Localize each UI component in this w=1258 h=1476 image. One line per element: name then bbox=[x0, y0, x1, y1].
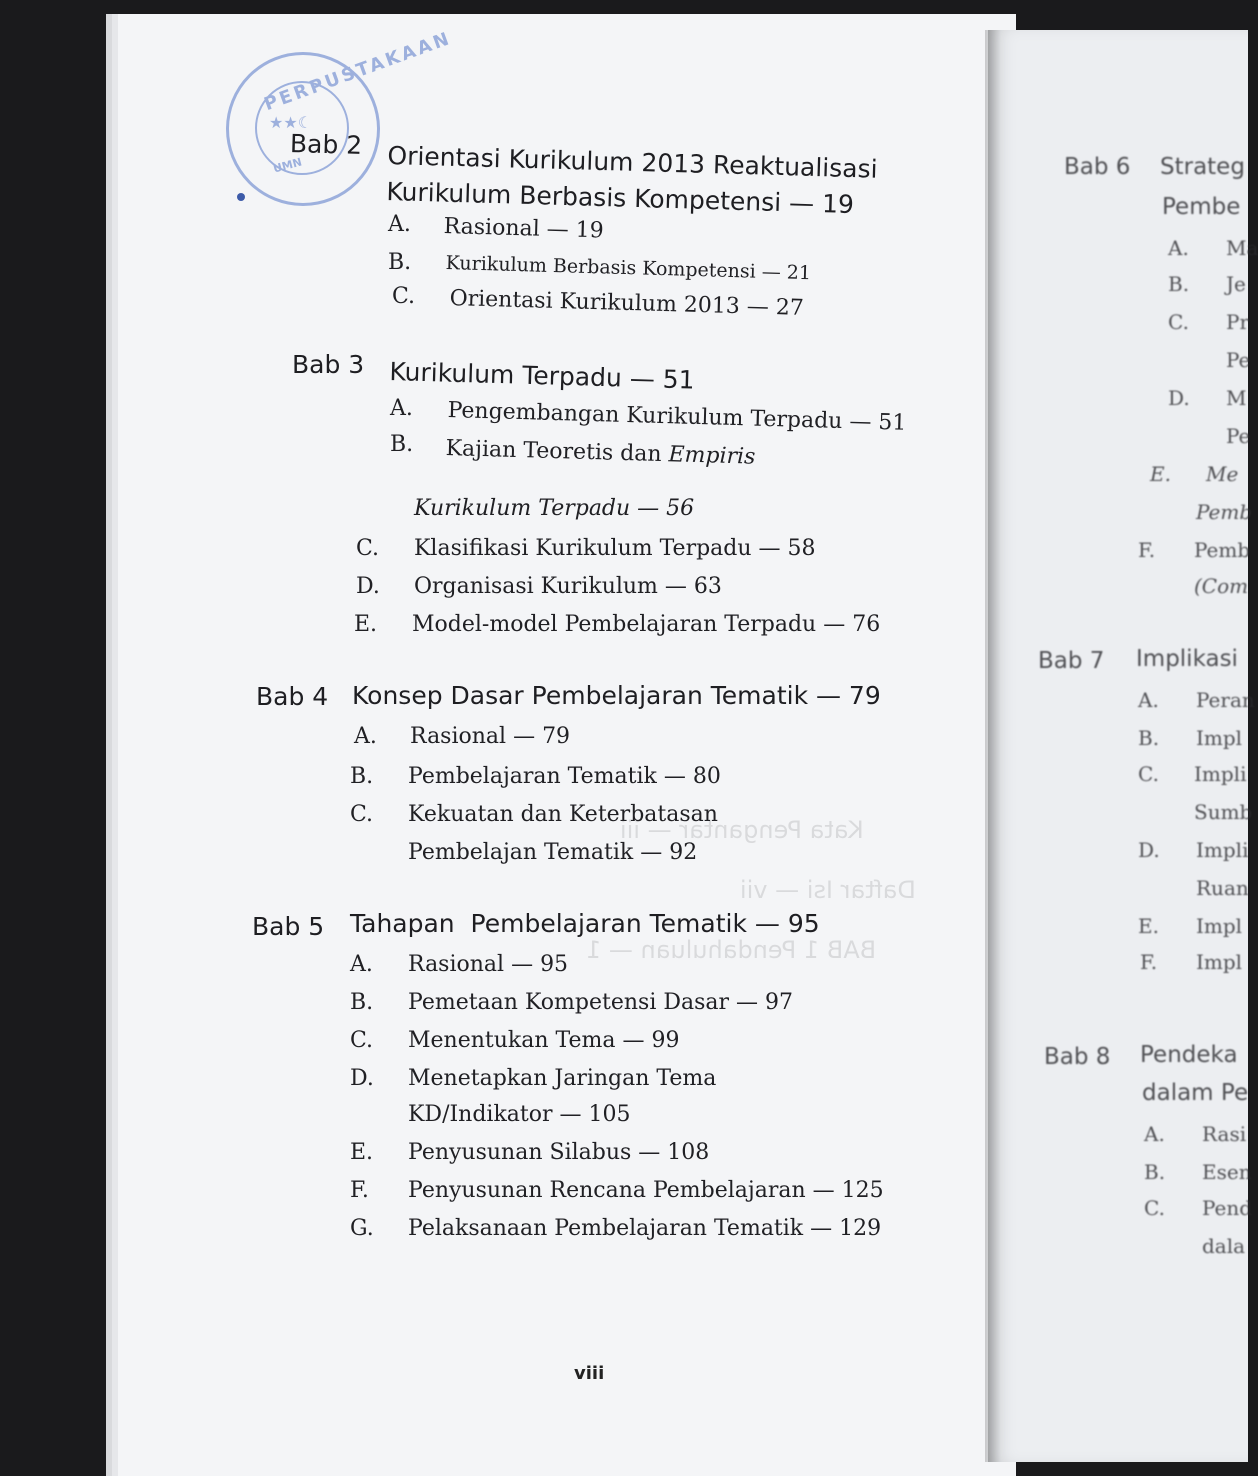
toc-entry: Menetapkan Jaringan Tema bbox=[408, 1066, 717, 1091]
toc-entry: Impl bbox=[1196, 914, 1243, 938]
toc-entry: Kekuatan dan Keterbatasan bbox=[408, 802, 718, 827]
chapter-title bbox=[350, 906, 820, 942]
chapter-title-line: Konsep Dasar Pembelajaran Tematik — 79 bbox=[352, 681, 881, 710]
item-letter: E. bbox=[350, 1140, 374, 1165]
item-letter: C. bbox=[350, 1028, 374, 1053]
toc-entry: Rasional — 19 bbox=[443, 214, 605, 244]
toc-entry: Pe bbox=[1226, 348, 1251, 372]
item-letter: A. bbox=[390, 396, 413, 421]
toc-entry: Organisasi Kurikulum — 63 bbox=[414, 574, 722, 599]
item-letter: E. bbox=[1150, 462, 1171, 486]
toc-entry: Pr bbox=[1226, 310, 1250, 334]
toc-entry: Rasional — 95 bbox=[408, 952, 569, 977]
toc-entry: Pemb bbox=[1196, 500, 1253, 524]
chapter-label: Bab 5 bbox=[252, 912, 325, 941]
toc-entry: Menentukan Tema — 99 bbox=[408, 1028, 680, 1053]
toc-entry: Ma bbox=[1226, 236, 1258, 260]
item-letter: C. bbox=[1144, 1196, 1165, 1220]
ink-dot bbox=[237, 193, 245, 201]
item-letter: G. bbox=[350, 1216, 374, 1241]
chapter-title-line: Kurikulum Terpadu — 51 bbox=[389, 356, 695, 395]
item-letter: C. bbox=[1138, 762, 1159, 786]
item-letter: B. bbox=[350, 990, 374, 1015]
toc-entry: Peran bbox=[1196, 688, 1255, 712]
toc-entry: Rasional — 79 bbox=[410, 724, 571, 749]
item-letter: B. bbox=[388, 250, 412, 275]
item-letter: A. bbox=[1138, 688, 1159, 712]
chapter-title-line: Orientasi Kurikulum 2013 Reaktualisasi bbox=[387, 140, 878, 184]
stamp-text: PERPUSTAKAAN bbox=[261, 27, 455, 116]
toc-entry: Je bbox=[1226, 272, 1246, 296]
item-letter: B. bbox=[350, 764, 374, 789]
toc-entry: Pembelajaran Tematik — 80 bbox=[408, 764, 721, 789]
toc-entry-text: Kajian Teoretis dan bbox=[445, 436, 662, 468]
toc-entry: Pend bbox=[1202, 1196, 1253, 1220]
item-letter: C. bbox=[392, 284, 416, 309]
toc-entry: dala bbox=[1202, 1234, 1246, 1258]
item-letter: A. bbox=[354, 724, 377, 749]
toc-entry: Impli bbox=[1194, 762, 1247, 786]
book-gutter bbox=[985, 30, 1001, 1462]
toc-entry: Pe bbox=[1226, 424, 1251, 448]
toc-entry: KD/Indikator — 105 bbox=[408, 1102, 631, 1127]
chapter-title-line: Strateg bbox=[1160, 154, 1245, 180]
toc-entry: (Com bbox=[1194, 574, 1249, 598]
item-letter: E. bbox=[354, 612, 378, 637]
item-letter: F. bbox=[1140, 950, 1158, 974]
chapter-label: Bab 2 bbox=[289, 128, 363, 161]
item-letter: D. bbox=[350, 1066, 374, 1091]
item-letter: B. bbox=[1144, 1160, 1166, 1184]
toc-entry: Impl bbox=[1196, 726, 1243, 750]
toc-entry: Kurikulum Terpadu — 56 bbox=[414, 496, 695, 521]
toc-entry: Orientasi Kurikulum 2013 — 27 bbox=[449, 286, 805, 321]
item-letter: A. bbox=[350, 952, 373, 977]
item-letter: C. bbox=[350, 802, 374, 827]
toc-entry: M bbox=[1226, 386, 1247, 410]
toc-entry: Sumb bbox=[1194, 800, 1253, 824]
chapter-title-line: Pendeka bbox=[1140, 1042, 1238, 1068]
toc-entry: Pemb bbox=[1194, 538, 1251, 562]
toc-entry: Pemetaan Kompetensi Dasar — 97 bbox=[408, 990, 794, 1015]
stamp-subtext: UMN bbox=[271, 155, 304, 176]
chapter-title-line: Kurikulum Berbasis Kompetensi — 19 bbox=[386, 176, 855, 220]
chapter-label: Bab 4 bbox=[256, 682, 329, 711]
chapter-title-line: Implikasi bbox=[1136, 646, 1238, 672]
show-through-line: Daftar Isi — vii bbox=[740, 876, 916, 904]
toc-entry: Me bbox=[1206, 462, 1239, 486]
show-through-line: BAB 1 Pendahuluan — 1 bbox=[586, 936, 877, 964]
toc-entry: Esen bbox=[1202, 1160, 1252, 1184]
item-letter: F. bbox=[350, 1178, 369, 1203]
chapter-title-line: Tahapan Pembelajaran Tematik — 95 bbox=[350, 909, 820, 938]
item-letter: B. bbox=[1138, 726, 1160, 750]
item-letter: A. bbox=[388, 212, 411, 237]
chapter-title-line: Pembe bbox=[1162, 194, 1241, 220]
item-letter: A. bbox=[1144, 1122, 1165, 1146]
item-letter: C. bbox=[356, 536, 380, 561]
item-letter: D. bbox=[356, 574, 380, 599]
toc-entry: Penyusunan Rencana Pembelajaran — 125 bbox=[408, 1178, 884, 1203]
item-letter: D. bbox=[1138, 838, 1160, 862]
show-through-line: Kata Pengantar — iii bbox=[620, 816, 864, 844]
item-letter: C. bbox=[1168, 310, 1189, 334]
page-number: viii bbox=[574, 1363, 605, 1384]
item-letter: A. bbox=[1168, 236, 1189, 260]
chapter-title-line: dalam Pe bbox=[1142, 1080, 1249, 1106]
toc-entry: Impli bbox=[1196, 838, 1249, 862]
chapter-label: Bab 3 bbox=[292, 350, 365, 379]
toc-entry: Pengembangan Kurikulum Terpadu — 51 bbox=[447, 398, 907, 436]
item-letter: D. bbox=[1168, 386, 1190, 410]
chapter-label: Bab 7 bbox=[1038, 648, 1105, 674]
chapter-label: Bab 6 bbox=[1064, 154, 1131, 180]
toc-entry: Ruan bbox=[1196, 876, 1249, 900]
item-letter: B. bbox=[390, 432, 414, 457]
toc-entry: Impl bbox=[1196, 950, 1243, 974]
toc-entry: Pembelajan Tematik — 92 bbox=[408, 840, 698, 865]
chapter-title bbox=[352, 678, 881, 714]
star-moon-icon: ★★☾ bbox=[269, 113, 313, 132]
item-letter: B. bbox=[1168, 272, 1190, 296]
toc-entry: Klasifikasi Kurikulum Terpadu — 58 bbox=[414, 536, 816, 561]
item-letter: E. bbox=[1138, 914, 1159, 938]
toc-entry-italic: Empiris bbox=[668, 442, 756, 470]
toc-entry: Kurikulum Berbasis Kompetensi — 21 bbox=[445, 252, 812, 285]
item-letter: F. bbox=[1138, 538, 1156, 562]
chapter-label: Bab 8 bbox=[1044, 1044, 1111, 1070]
toc-entry: Rasi bbox=[1202, 1122, 1247, 1146]
toc-entry: Model-model Pembelajaran Terpadu — 76 bbox=[412, 612, 881, 637]
chapter-title bbox=[386, 138, 878, 224]
toc-entry: Pelaksanaan Pembelajaran Tematik — 129 bbox=[408, 1216, 882, 1241]
toc-entry: Penyusunan Silabus — 108 bbox=[408, 1140, 710, 1165]
